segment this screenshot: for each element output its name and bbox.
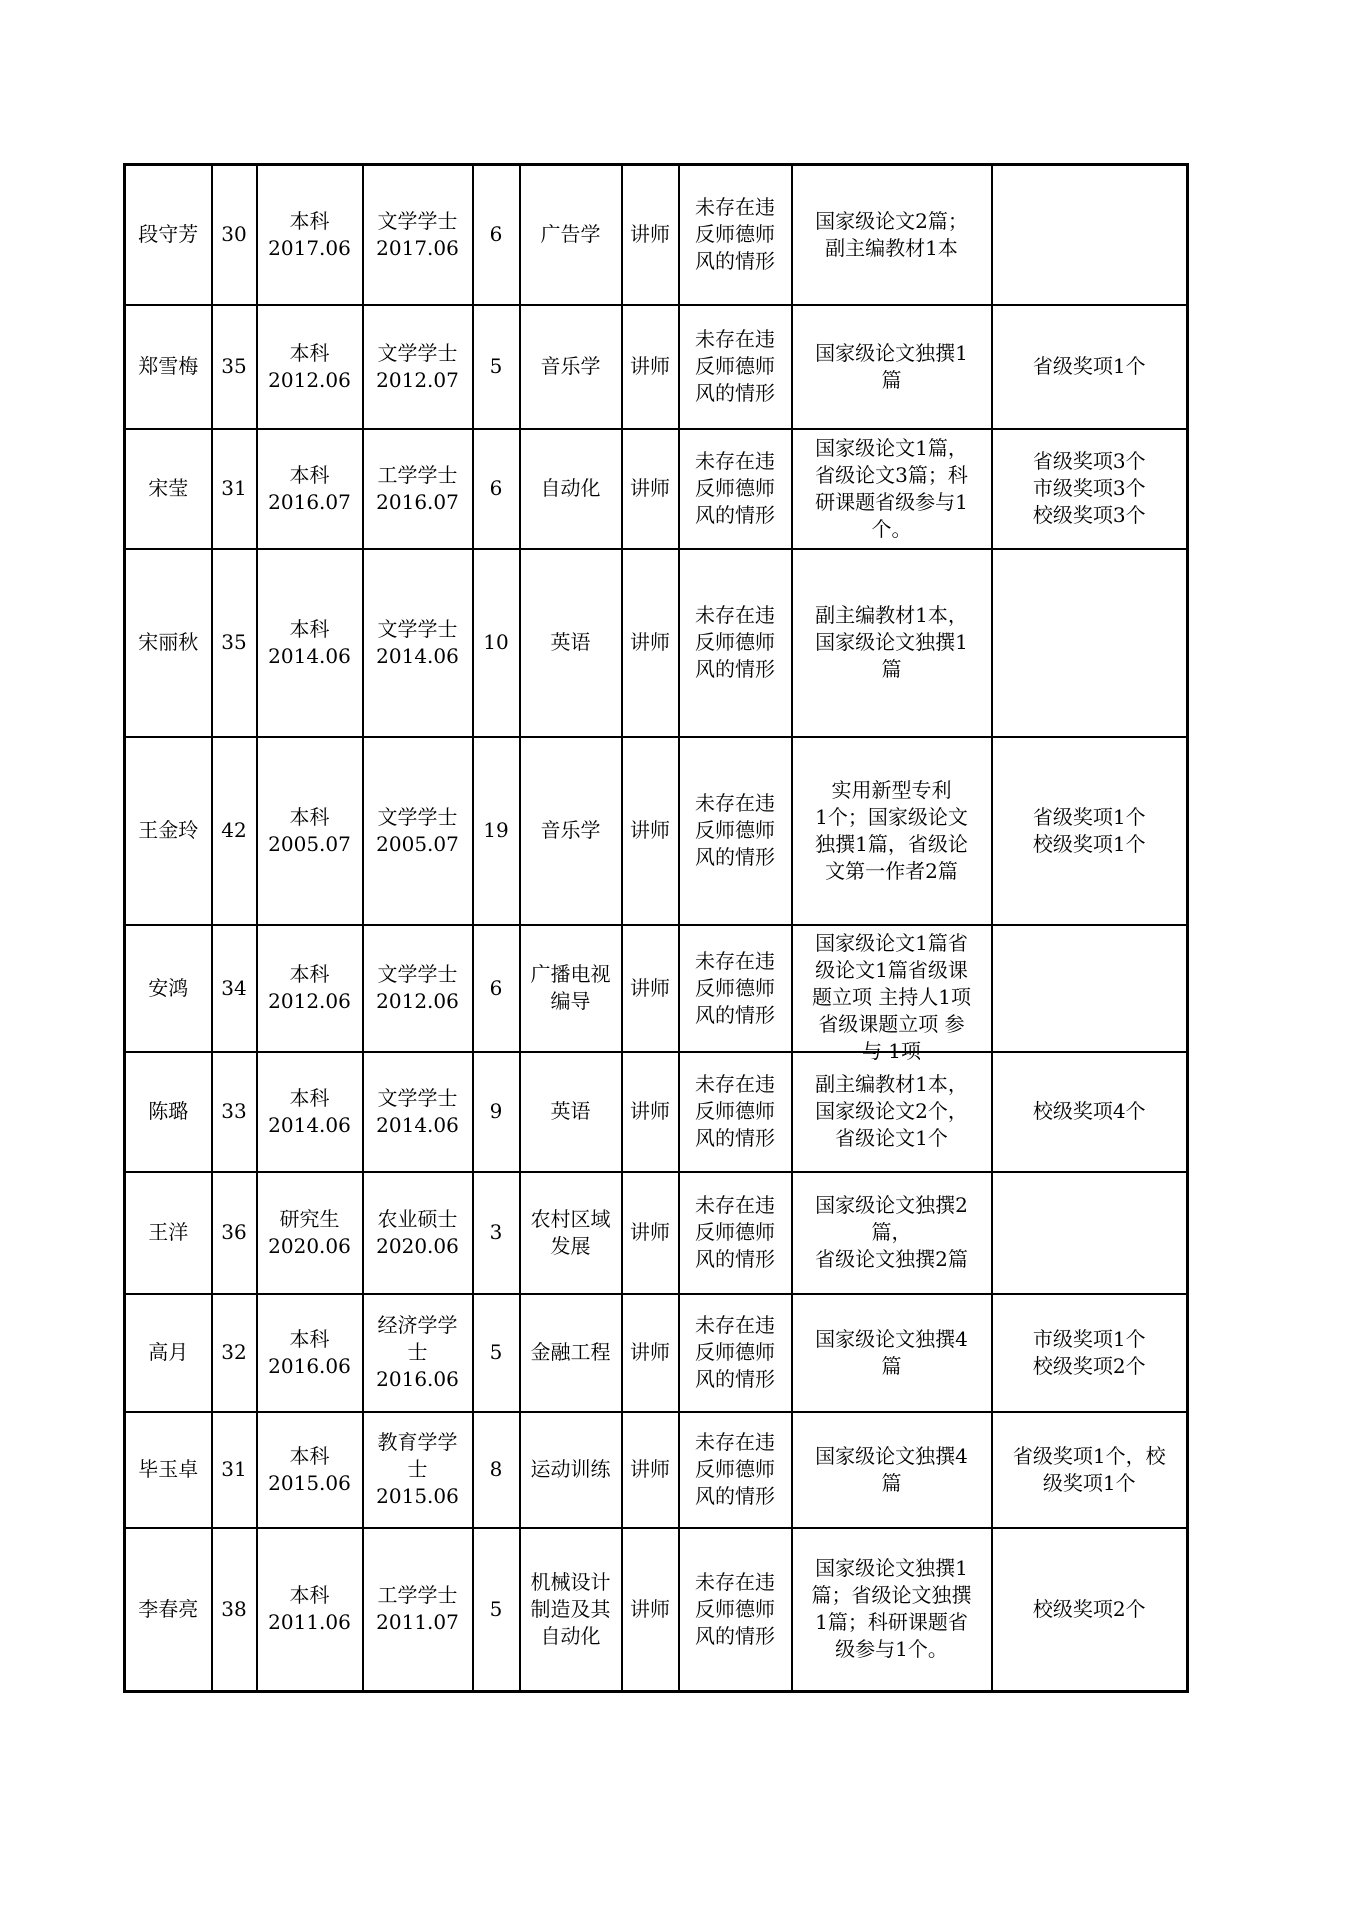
age-cell: 33 [212, 1052, 257, 1172]
age-cell: 36 [212, 1172, 257, 1294]
teaching-years-cell: 5 [473, 1294, 520, 1412]
major-cell: 农村区域 发展 [520, 1172, 622, 1294]
awards-cell [992, 549, 1188, 737]
age-cell: 30 [212, 165, 257, 305]
degree-cell: 文学学士 2005.07 [363, 737, 473, 925]
major-cell: 机械设计 制造及其 自动化 [520, 1528, 622, 1692]
name-cell: 毕玉卓 [125, 1412, 212, 1528]
table-row [125, 737, 1188, 925]
ethics-cell: 未存在违 反师德师 风的情形 [679, 165, 792, 305]
teaching-years-cell: 5 [473, 305, 520, 429]
awards-cell: 市级奖项1个 校级奖项2个 [992, 1294, 1188, 1412]
name-cell: 李春亮 [125, 1528, 212, 1692]
education-cell: 本科 2016.07 [257, 429, 363, 549]
title-cell: 讲师 [622, 1412, 679, 1528]
major-cell: 广告学 [520, 165, 622, 305]
title-cell: 讲师 [622, 1528, 679, 1692]
age-cell: 31 [212, 1412, 257, 1528]
research-cell: 国家级论文2篇； 副主编教材1本 [792, 165, 992, 305]
research-cell [792, 925, 992, 1063]
degree-cell: 工学学士 2016.07 [363, 429, 473, 549]
awards-cell: 省级奖项1个，校 级奖项1个 [992, 1412, 1188, 1528]
research-text: 国家级论文1篇省 级论文1篇省级课 题立项 主持人1项 省级课题立项 参 与 1项 [811, 930, 972, 1063]
table-row [125, 925, 1188, 1052]
research-cell: 国家级论文独撰2 篇， 省级论文独撰2篇 [792, 1172, 992, 1294]
teaching-years-cell: 5 [473, 1528, 520, 1692]
teaching-years-cell: 10 [473, 549, 520, 737]
ethics-cell: 未存在违 反师德师 风的情形 [679, 1172, 792, 1294]
ethics-cell: 未存在违 反师德师 风的情形 [679, 737, 792, 925]
major-cell: 自动化 [520, 429, 622, 549]
education-cell: 本科 2017.06 [257, 165, 363, 305]
awards-cell: 省级奖项3个 市级奖项3个 校级奖项3个 [992, 429, 1188, 549]
title-cell: 讲师 [622, 549, 679, 737]
name-cell: 宋丽秋 [125, 549, 212, 737]
education-cell: 本科 2005.07 [257, 737, 363, 925]
table-row [125, 549, 1188, 737]
table-row [125, 429, 1188, 549]
age-cell: 32 [212, 1294, 257, 1412]
degree-cell: 经济学学 士 2016.06 [363, 1294, 473, 1412]
ethics-cell: 未存在违 反师德师 风的情形 [679, 925, 792, 1052]
table-row [125, 165, 1188, 305]
degree-cell: 文学学士 2014.06 [363, 549, 473, 737]
table-row [125, 1412, 1188, 1528]
age-cell: 35 [212, 305, 257, 429]
awards-cell [992, 165, 1188, 305]
awards-cell: 校级奖项2个 [992, 1528, 1188, 1692]
table-row [125, 1172, 1188, 1294]
major-cell: 广播电视 编导 [520, 925, 622, 1052]
research-cell: 实用新型专利 1个；国家级论文 独撰1篇，省级论 文第一作者2篇 [792, 737, 992, 925]
age-cell: 34 [212, 925, 257, 1052]
teaching-years-cell: 3 [473, 1172, 520, 1294]
major-cell: 运动训练 [520, 1412, 622, 1528]
major-cell: 英语 [520, 1052, 622, 1172]
research-cell: 副主编教材1本， 国家级论文独撰1 篇 [792, 549, 992, 737]
degree-cell: 文学学士 2017.06 [363, 165, 473, 305]
table-row [125, 305, 1188, 429]
awards-cell: 校级奖项4个 [992, 1052, 1188, 1172]
ethics-cell: 未存在违 反师德师 风的情形 [679, 429, 792, 549]
education-cell: 本科 2012.06 [257, 305, 363, 429]
education-cell: 本科 2014.06 [257, 1052, 363, 1172]
name-cell: 王洋 [125, 1172, 212, 1294]
ethics-cell: 未存在违 反师德师 风的情形 [679, 1294, 792, 1412]
age-cell: 35 [212, 549, 257, 737]
degree-cell: 农业硕士 2020.06 [363, 1172, 473, 1294]
research-cell: 国家级论文独撰1 篇 [792, 305, 992, 429]
education-cell: 研究生 2020.06 [257, 1172, 363, 1294]
major-cell: 音乐学 [520, 305, 622, 429]
research-cell: 副主编教材1本， 国家级论文2个， 省级论文1个 [792, 1052, 992, 1172]
education-cell: 本科 2014.06 [257, 549, 363, 737]
name-cell: 郑雪梅 [125, 305, 212, 429]
major-cell: 英语 [520, 549, 622, 737]
education-cell: 本科 2015.06 [257, 1412, 363, 1528]
major-cell: 音乐学 [520, 737, 622, 925]
major-cell: 金融工程 [520, 1294, 622, 1412]
research-cell: 国家级论文独撰4 篇 [792, 1294, 992, 1412]
education-cell: 本科 2011.06 [257, 1528, 363, 1692]
name-cell: 宋莹 [125, 429, 212, 549]
name-cell: 陈璐 [125, 1052, 212, 1172]
ethics-cell: 未存在违 反师德师 风的情形 [679, 549, 792, 737]
name-cell: 王金玲 [125, 737, 212, 925]
name-cell: 安鸿 [125, 925, 212, 1052]
name-cell: 高月 [125, 1294, 212, 1412]
title-cell: 讲师 [622, 1294, 679, 1412]
teaching-years-cell: 6 [473, 925, 520, 1052]
age-cell: 31 [212, 429, 257, 549]
title-cell: 讲师 [622, 1172, 679, 1294]
table-row [125, 1528, 1188, 1692]
ethics-cell: 未存在违 反师德师 风的情形 [679, 1052, 792, 1172]
teaching-years-cell: 9 [473, 1052, 520, 1172]
teaching-years-cell: 6 [473, 429, 520, 549]
title-cell: 讲师 [622, 1052, 679, 1172]
degree-cell: 工学学士 2011.07 [363, 1528, 473, 1692]
degree-cell: 教育学学 士2015.06 [363, 1412, 473, 1528]
title-cell: 讲师 [622, 305, 679, 429]
age-cell: 42 [212, 737, 257, 925]
degree-cell: 文学学士 2014.06 [363, 1052, 473, 1172]
awards-cell: 省级奖项1个 校级奖项1个 [992, 737, 1188, 925]
education-cell: 本科 2012.06 [257, 925, 363, 1052]
teaching-years-cell: 8 [473, 1412, 520, 1528]
ethics-cell: 未存在违 反师德师 风的情形 [679, 1528, 792, 1692]
table-row [125, 1052, 1188, 1172]
teaching-years-cell: 6 [473, 165, 520, 305]
title-cell: 讲师 [622, 737, 679, 925]
title-cell: 讲师 [622, 925, 679, 1052]
ethics-cell: 未存在违 反师德师 风的情形 [679, 305, 792, 429]
degree-cell: 文学学士 2012.06 [363, 925, 473, 1052]
table-row [125, 1294, 1188, 1412]
awards-cell: 省级奖项1个 [992, 305, 1188, 429]
research-cell: 国家级论文独撰1 篇；省级论文独撰 1篇；科研课题省 级参与1个。 [792, 1528, 992, 1692]
age-cell: 38 [212, 1528, 257, 1692]
name-cell: 段守芳 [125, 165, 212, 305]
teacher-table [123, 163, 1189, 1693]
teaching-years-cell: 19 [473, 737, 520, 925]
research-cell: 国家级论文1篇， 省级论文3篇；科 研课题省级参与1 个。 [792, 429, 992, 549]
degree-cell: 文学学士 2012.07 [363, 305, 473, 429]
awards-cell [992, 925, 1188, 1052]
awards-cell [992, 1172, 1188, 1294]
title-cell: 讲师 [622, 165, 679, 305]
education-cell: 本科 2016.06 [257, 1294, 363, 1412]
research-cell: 国家级论文独撰4 篇 [792, 1412, 992, 1528]
title-cell: 讲师 [622, 429, 679, 549]
ethics-cell: 未存在违 反师德师 风的情形 [679, 1412, 792, 1528]
